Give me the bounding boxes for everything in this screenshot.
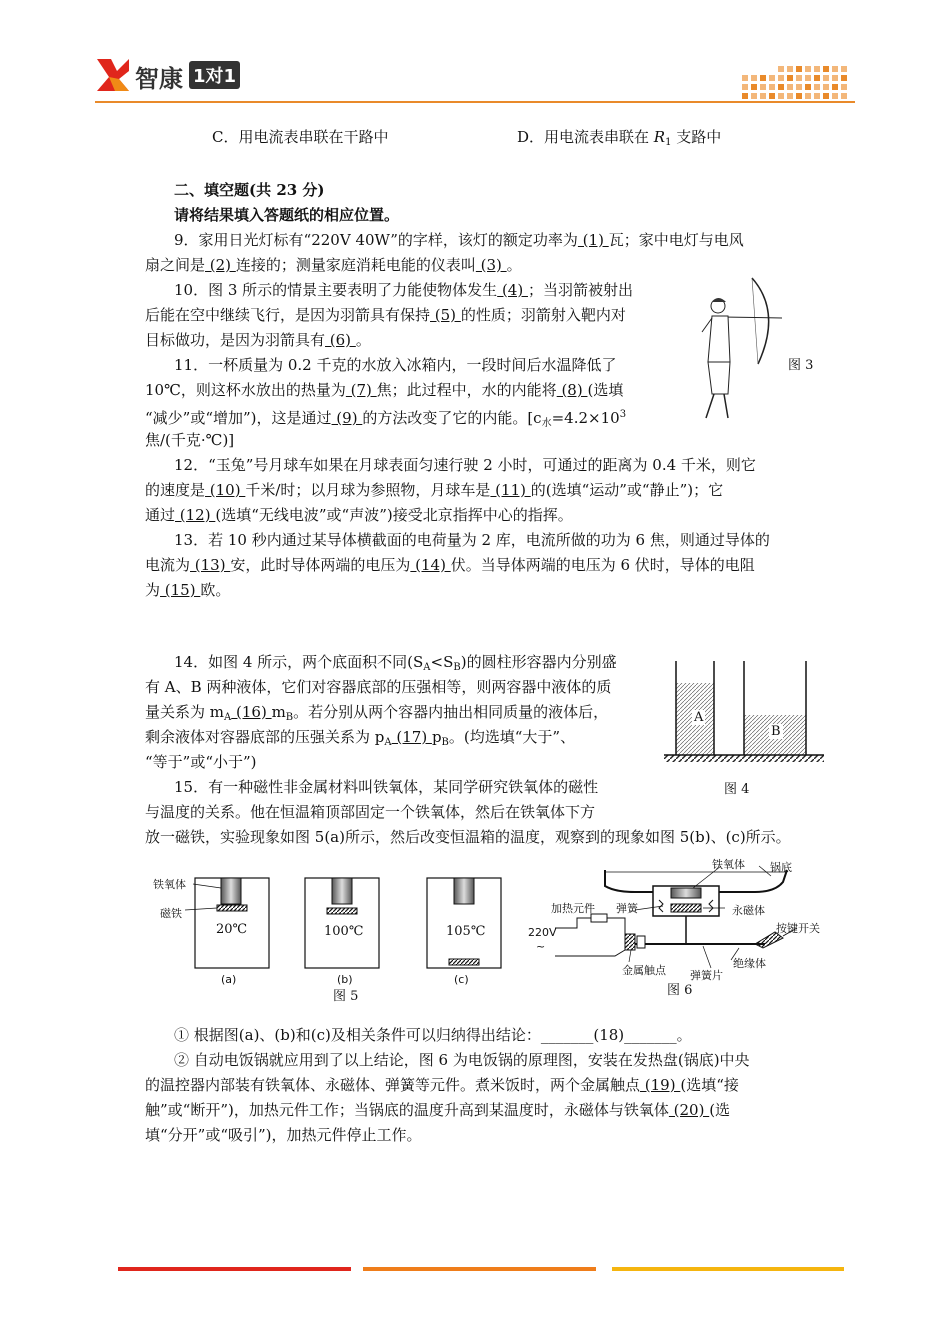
header-dot	[841, 66, 847, 72]
fig6-pmagnet-label: 永磁体	[732, 904, 765, 917]
header-dot	[814, 75, 820, 81]
fig6-switch-label: 按键开关	[776, 922, 820, 935]
fig6-voltage-label: 220V	[528, 926, 557, 939]
q10-line2: 后能在空中继续飞行，是因为羽箭具有保持 (5) 的性质；羽箭射入靶内对	[145, 306, 626, 324]
q10-line1: 10．图 3 所示的情景主要表明了力能使物体发生 (4) ；当羽箭被射出	[174, 281, 633, 299]
header-dot	[841, 75, 847, 81]
header-dot	[814, 84, 820, 90]
header-dot	[805, 84, 811, 90]
header-dot	[787, 75, 793, 81]
q15-line1: 15．有一种磁性非金属材料叫铁氧体，某同学研究铁氧体的磁性	[174, 778, 599, 796]
header-dot	[742, 93, 748, 99]
header-dot	[796, 66, 802, 72]
q12-line1: 12．“玉兔”号月球车如果在月球表面匀速行驶 2 小时，可通过的距离为 0.4 千米，则它	[174, 456, 756, 474]
header-dot	[778, 93, 784, 99]
fig5-temp-a: 20℃	[216, 922, 248, 937]
header-dot	[769, 75, 775, 81]
header-dot	[787, 84, 793, 90]
fig5-magnet-label: 磁铁	[160, 907, 182, 920]
header-dot	[760, 84, 766, 90]
fig5-ferrite-label: 铁氧体	[153, 878, 186, 891]
q15b-line1: ② 自动电饭锅就应用到了以上结论，图 6 为电饭锅的原理图，安装在发热盘(锅底)中央	[174, 1051, 750, 1069]
header-dot	[751, 93, 757, 99]
q11-line3: “减少”或“增加”)，这是通过 (9) 的方法改变了它的内能。[$c_水=4.2\times 10^3$	[145, 409, 627, 429]
figure-3-archer	[700, 272, 790, 422]
header-dot	[796, 84, 802, 90]
logo-text: 智康	[135, 65, 183, 93]
section-instruction: 请将结果填入答题纸的相应位置。	[174, 206, 400, 224]
header-dot	[814, 66, 820, 72]
header-dot-grid	[742, 66, 852, 102]
q9-line1: 9．家用日光灯标有“220V 40W”的字样，该灯的额定功率为 (1) 瓦；家中电灯与电风	[174, 231, 744, 249]
header-rule	[95, 101, 855, 103]
figure-5-caption: 图 5	[333, 989, 359, 1004]
fig6-ferrite-label: 铁氧体	[712, 858, 745, 871]
logo	[95, 55, 245, 95]
header-dot	[769, 84, 775, 90]
figure-4-containers	[664, 657, 824, 769]
header-dot	[796, 93, 802, 99]
header-dot	[769, 93, 775, 99]
fig6-springsheet-label: 弹簧片	[690, 969, 723, 982]
q13-line1: 13．若 10 秒内通过某导体横截面的电荷量为 2 库，电流所做的功为 6 焦，则通过导体的	[174, 531, 770, 549]
figure-6-caption: 图 6	[667, 983, 693, 998]
q12-line3: 通过 (12) (选填“无线电波”或“声波”)接受北京指挥中心的指挥。	[145, 506, 573, 524]
option-c: C．用电流表串联在干路中	[212, 128, 389, 146]
header-dot	[742, 84, 748, 90]
q14-line4: 剩余液体对容器底部的压强关系为 $p_A$ (17) $p_B$。(均选填“大于”、	[145, 728, 576, 748]
q15b-line2: 的温控器内部装有铁氧体、永磁体、弹簧等元件。煮米饭时，两个金属触点 (19) (选填“接	[145, 1076, 739, 1094]
header-dot	[814, 93, 820, 99]
q10-line3: 目标做功，是因为羽箭具有 (6) 。	[145, 331, 371, 349]
q15b-line4: 填“分开”或“吸引”)，加热元件停止工作。	[145, 1126, 422, 1144]
q12-line2: 的速度是 (10) 千米/时；以月球为参照物，月球车是 (11) 的(选填“运动”或“静止”)；它	[145, 481, 724, 499]
q15-line2: 与温度的关系。他在恒温箱顶部固定一个铁氧体，然后在铁氧体下方	[145, 803, 596, 821]
footer-bar-red	[118, 1267, 351, 1271]
header-dot	[751, 84, 757, 90]
header-dot	[823, 75, 829, 81]
fig6-spring-label: 弹簧	[616, 902, 638, 915]
header-dot	[832, 93, 838, 99]
header-dot	[778, 75, 784, 81]
header-dot	[760, 75, 766, 81]
fig6-heater-label: 加热元件	[551, 902, 595, 915]
q9-line2: 扇之间是 (2) 连接的；测量家庭消耗电能的仪表叫 (3) 。	[145, 256, 522, 274]
footer-bar-yellow	[612, 1267, 844, 1271]
header-dot	[832, 84, 838, 90]
section-title: 二、填空题(共 23 分)	[174, 181, 325, 199]
logo-mark-icon	[95, 57, 131, 93]
header-dot	[841, 84, 847, 90]
header-dot	[832, 75, 838, 81]
header-dot	[823, 84, 829, 90]
fig5-label-b: (b)	[337, 973, 353, 986]
fig6-pot-label: 锅底	[770, 861, 792, 874]
q11-line4: 焦/(千克·℃)]	[145, 431, 235, 449]
figure-4-label-b: B	[771, 724, 781, 739]
header-dot	[823, 66, 829, 72]
fig5-label-a: (a)	[221, 973, 237, 986]
fig5-label-c: (c)	[454, 973, 469, 986]
header-dot	[787, 93, 793, 99]
q11-line1: 11．一杯质量为 0.2 千克的水放入冰箱内，一段时间后水温降低了	[174, 356, 617, 374]
header-dot	[805, 75, 811, 81]
footer-bar-orange	[363, 1267, 596, 1271]
q11-line2: 10℃，则这杯水放出的热量为 (7) 焦；此过程中，水的内能将 (8) (选填	[145, 381, 624, 399]
header-dot	[742, 75, 748, 81]
q14-line3: 量关系为 $m_A$ (16) $m_B$。若分别从两个容器内抽出相同质量的液体后，	[145, 703, 609, 723]
header-dot	[796, 75, 802, 81]
q14-line5: “等于”或“小于”)	[145, 753, 257, 771]
q14-line1: 14．如图 4 所示，两个底面积不同$(S_A<S_B)$的圆柱形容器内分别盛	[174, 653, 617, 673]
figure-4-caption: 图 4	[724, 782, 750, 797]
header-dot	[787, 66, 793, 72]
header-dot	[751, 75, 757, 81]
q13-line3: 为 (15) 欧。	[145, 581, 231, 599]
fig5-temp-c: 105℃	[446, 924, 486, 939]
q14-line2: 有 A、B 两种液体，它们对容器底部的压强相等，则两容器中液体的质	[145, 678, 612, 696]
header-dot	[832, 66, 838, 72]
fig6-contact-label: 金属触点	[622, 964, 666, 977]
q15-line3: 放一磁铁，实验现象如图 5(a)所示，然后改变恒温箱的温度，观察到的现象如图 5(b)、(c)所示。	[145, 828, 791, 846]
header-dot	[805, 66, 811, 72]
header-dot	[760, 93, 766, 99]
header-dot	[778, 66, 784, 72]
header-dot	[823, 93, 829, 99]
option-d: D．用电流表串联在 $R_1$ 支路中	[517, 128, 722, 148]
figure-3-caption: 图 3	[788, 358, 814, 373]
logo-box: 1对1	[189, 61, 240, 89]
fig5-temp-b: 100℃	[324, 924, 364, 939]
q15b-line3: 触”或“断开”)，加热元件工作；当锅底的温度升高到某温度时，永磁体与铁氧体 (20) (选	[145, 1101, 731, 1119]
figure-4-label-a: A	[694, 710, 704, 725]
q15-conclusion: ① 根据图(a)、(b)和(c)及相关条件可以归纳得出结论：_______(18)_______。	[174, 1026, 692, 1044]
header-dot	[805, 93, 811, 99]
header-dot	[841, 93, 847, 99]
fig6-insulator-label: 绝缘体	[733, 957, 766, 970]
q13-line2: 电流为 (13) 安，此时导体两端的电压为 (14) 伏。当导体两端的电压为 6 伏时，导体的电阻	[145, 556, 755, 574]
fig6-ac-label: ~	[536, 940, 546, 953]
header-dot	[778, 84, 784, 90]
